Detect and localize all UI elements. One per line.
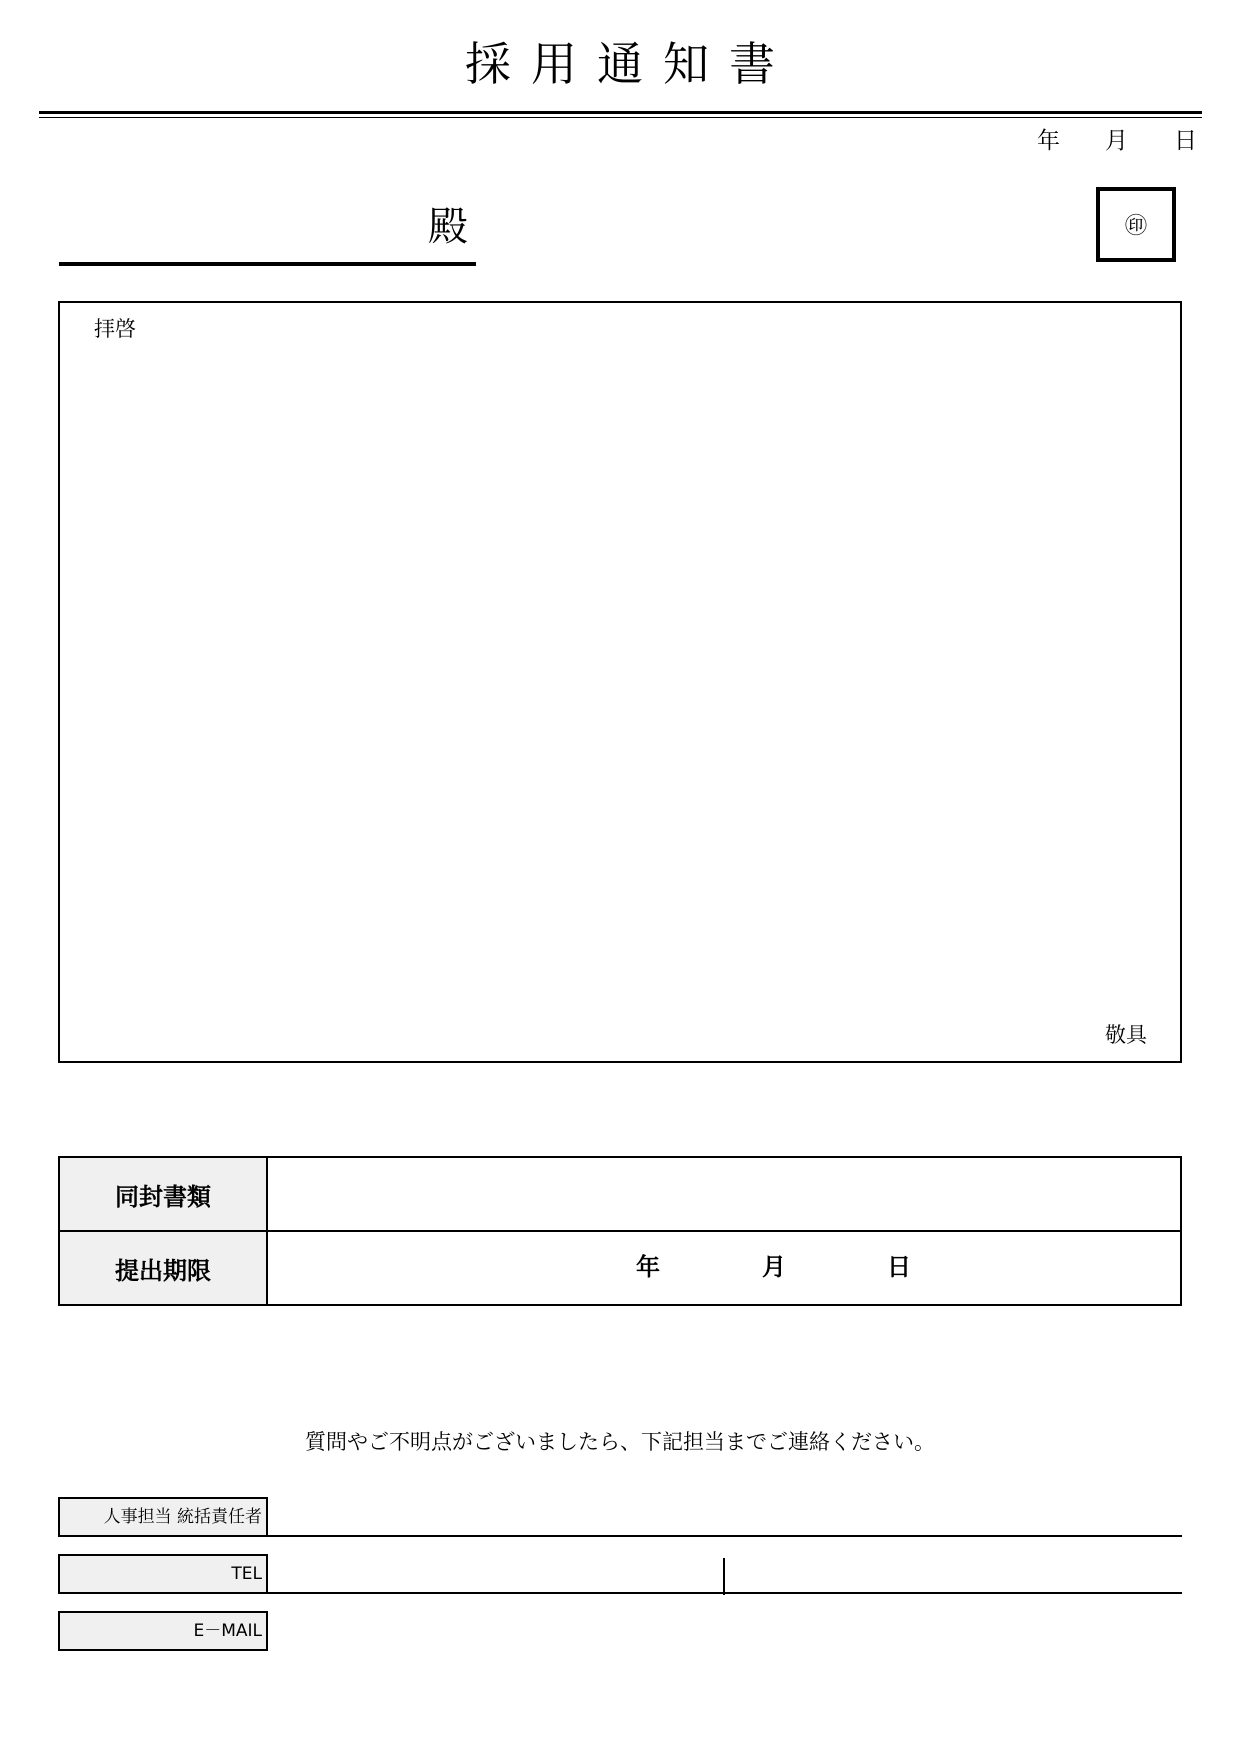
seal-mark: ㊞: [1124, 214, 1147, 239]
issue-date-year: 年: [1037, 128, 1060, 154]
tel-divider: [723, 1558, 725, 1595]
letter-body-box: [58, 301, 1182, 1063]
deadline-month: 月: [762, 1253, 786, 1281]
deadline-day: 日: [887, 1253, 911, 1281]
letter-salutation: 拝啓: [94, 317, 136, 341]
enclosed-documents-value: [267, 1157, 1181, 1231]
submission-deadline-value: [267, 1231, 1181, 1305]
hr-manager-label: 人事担当 統括責任者: [58, 1497, 268, 1537]
document-title: 採用通知書: [465, 37, 795, 91]
title-rule-thin: [39, 117, 1202, 118]
hr-manager-line: [268, 1535, 1182, 1537]
tel-line: [268, 1592, 1182, 1594]
recipient-name-line: [59, 262, 476, 266]
seal-box: [1096, 187, 1176, 262]
enclosed-documents-label: 同封書類: [59, 1157, 267, 1231]
letter-closing: 敬具: [1105, 1023, 1147, 1047]
title-rule-thick: [39, 111, 1202, 114]
tel-label: TEL: [58, 1554, 268, 1594]
issue-date-day: 日: [1174, 128, 1197, 154]
table-row: [59, 1157, 1181, 1231]
issue-date-month: 月: [1105, 128, 1128, 154]
email-label: E－MAIL: [58, 1611, 268, 1651]
deadline-date: [268, 1232, 1180, 1304]
deadline-year: 年: [636, 1253, 660, 1281]
table-row: [59, 1231, 1181, 1305]
submission-deadline-label: 提出期限: [59, 1231, 267, 1305]
contact-note: 質問やご不明点がございましたら、下記担当までご連絡ください。: [305, 1430, 935, 1454]
recipient-honorific: 殿: [428, 204, 468, 250]
enclosure-table: [58, 1156, 1182, 1306]
